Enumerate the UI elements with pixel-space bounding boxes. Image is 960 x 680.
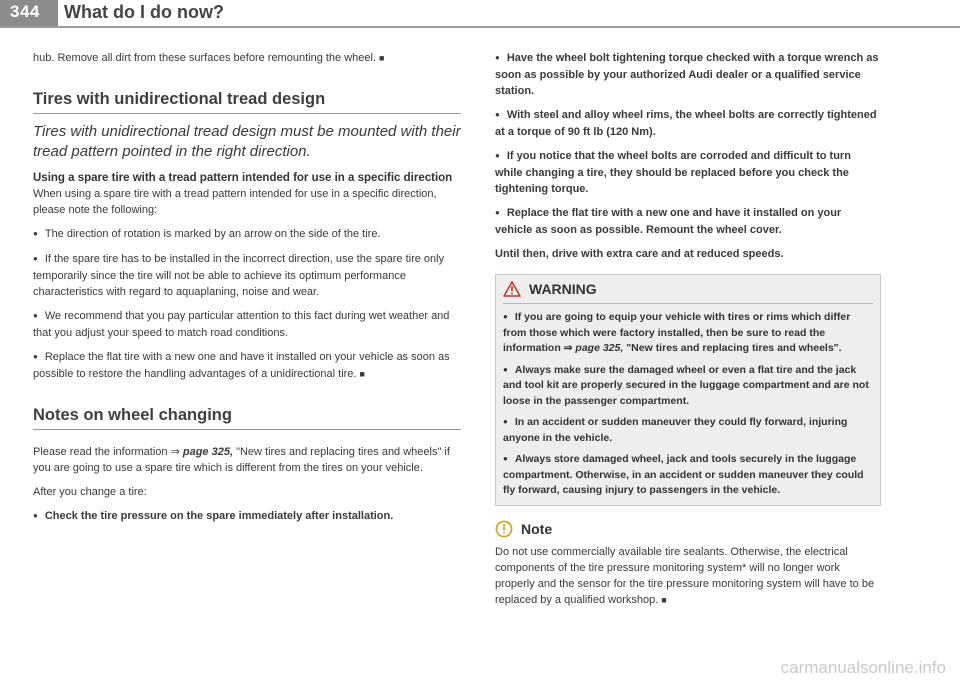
page-number-box — [0, 0, 58, 26]
list-item: ● If the spare tire has to be installed in the incorrect direction, use the spare tire only temporarily since the tire will not be able to achieve its optimum performance characteristics with regard to aquaplaning, noise and wear. — [33, 251, 461, 300]
note-circle-icon — [495, 520, 513, 538]
page-number: 344 — [10, 2, 40, 21]
page-reference-link[interactable]: page 325, — [575, 342, 624, 354]
list-item: ● In an accident or sudden maneuver they could fly forward, injuring anyone in the vehicle. — [503, 415, 873, 446]
spare-intro: When using a spare tire with a tread pattern intended for use in a specific direction, please note the following: — [33, 188, 437, 216]
list-item: ● Check the tire pressure on the spare immediately after installation. — [33, 508, 461, 525]
page-reference-link[interactable]: page 325, — [182, 446, 234, 458]
right-column — [495, 50, 881, 608]
intro-text: hub. Remove all dirt from these surfaces before remounting the wheel. — [33, 52, 377, 64]
intro-paragraph — [33, 50, 461, 66]
list-item — [503, 310, 873, 357]
page-title: What do I do now? — [64, 2, 224, 22]
warning-header — [503, 275, 873, 304]
list-item: ● Always make sure the damaged wheel or even a flat tire and the jack and tool kit are properly secured in the luggage compartment and are not loose in the passenger compartment. — [503, 363, 873, 410]
warning-label: WARNING — [529, 281, 597, 297]
end-square-icon: ■ — [661, 594, 667, 605]
until-then-text: Until then, drive with extra care and at reduced speeds. — [495, 248, 784, 260]
note-label: Note — [521, 520, 553, 537]
wheel-changing-paragraph — [33, 444, 461, 476]
list-item: ● Replace the flat tire with a new one and have it installed on your vehicle as soon as possible. Remount the wheel cover. — [495, 205, 881, 238]
warning-triangle-icon — [503, 281, 521, 297]
list-item: ● Have the wheel bolt tightening torque checked with a torque wrench as soon as possible by your authorized Audi dealer or a qualified service station. — [495, 50, 881, 99]
left-column — [33, 50, 461, 525]
list-item-text: ● Replace the flat tire with a new one and have it installed on your vehicle as soon as possible to restore the handling advantages of a unidirectional tire. — [33, 351, 450, 380]
end-square-icon: ■ — [379, 53, 385, 63]
note-paragraph — [495, 544, 881, 608]
note-text: Do not use commercially available tire sealants. Otherwise, the electrical components of the tire pressure monitoring system* will no longer work properly and the sensor for the tire pressure monitoring system will have to be replaced by a qualified workshop. — [495, 545, 875, 606]
subheading-spare-tire: Using a spare tire with a tread pattern intended for use in a specific direction — [33, 172, 453, 184]
text-span: If you are going to equip your vehicle with tires or rims which differ from those which were factory installed, then be sure to read the information — [503, 311, 851, 354]
list-item — [33, 349, 461, 382]
right-arrow-icon: ⇒ — [563, 342, 573, 354]
section-lead: Tires with unidirectional tread design must be mounted with their tread pattern pointed in the right direction. — [33, 123, 461, 160]
list-item: ● We recommend that you pay particular attention to this fact during wet weather and that you adjust your speed to match road conditions. — [33, 308, 461, 341]
text-span: Please read the information — [33, 446, 168, 458]
list-item: ● The direction of rotation is marked by an arrow on the side of the tire. — [33, 226, 461, 243]
list-item: ● Always store damaged wheel, jack and tools securely in the luggage compartment. Otherwise, in an accident or sudden maneuver they could fly forward, causing injury to passengers in the vehicle. — [503, 452, 873, 499]
list-item: ● If you notice that the wheel bolts are corroded and difficult to turn while changing a tire, they should be replaced before you check the tightening torque. — [495, 148, 881, 197]
watermark: carmanualsonline.info — [780, 658, 946, 677]
section-heading-wheel-changing: Notes on wheel changing — [33, 406, 461, 430]
end-square-icon: ■ — [359, 369, 365, 379]
note-header — [495, 520, 881, 538]
list-item: ● With steel and alloy wheel rims, the wheel bolts are correctly tightened at a torque of 90 ft lb (120 Nm). — [495, 107, 881, 140]
warning-box — [495, 274, 881, 506]
right-arrow-icon: ⇒ — [170, 446, 180, 458]
text-span: "New tires and replacing tires and wheels" if you are going to use a spare tire which is different from the tires on your vehicle. — [33, 446, 450, 474]
section-heading-unidirectional: Tires with unidirectional tread design — [33, 90, 461, 114]
after-change-text: After you change a tire: — [33, 486, 147, 498]
text-span: "New tires and replacing tires and wheels". — [626, 342, 842, 354]
header-divider — [0, 26, 960, 28]
